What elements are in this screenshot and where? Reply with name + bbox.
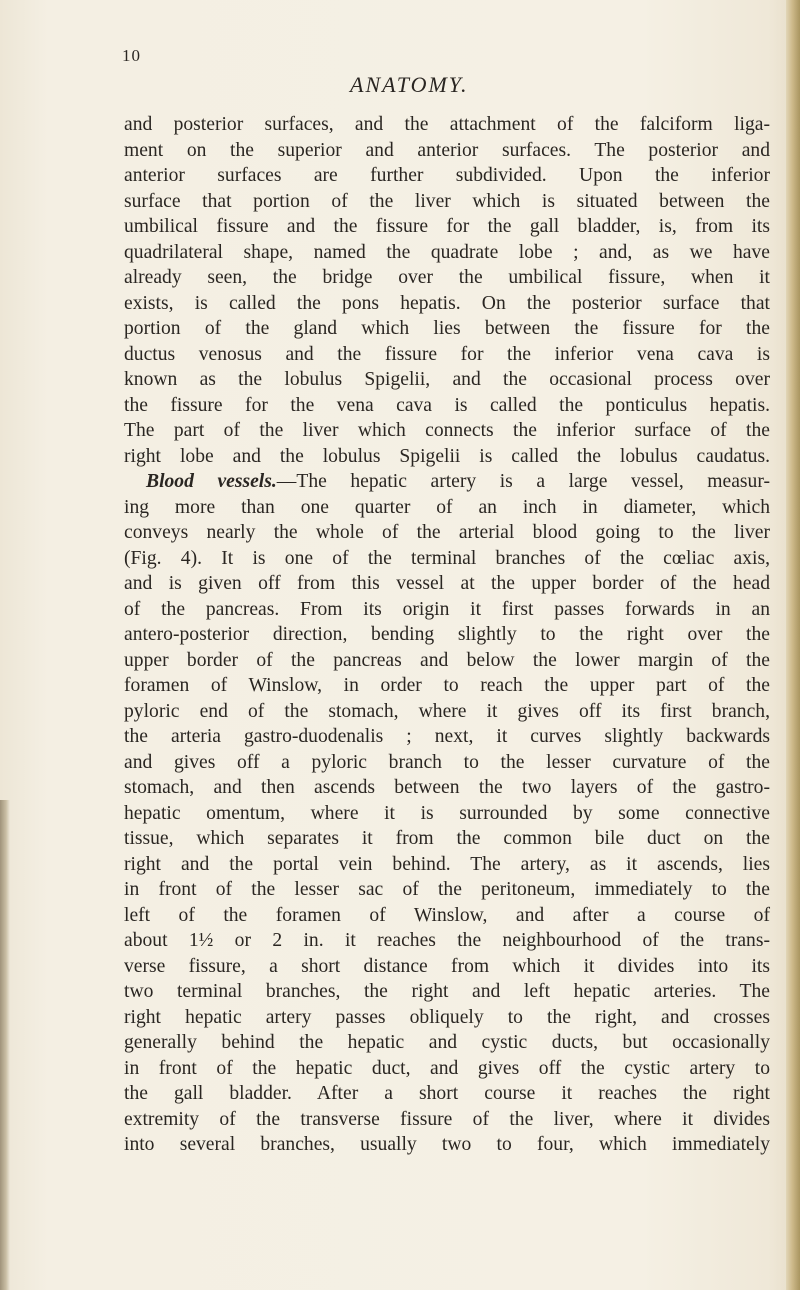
text-line: in front of the lesser sac of the peritoneum, immediately to the xyxy=(124,879,770,900)
text-line: already seen, the bridge over the umbilical fissure, when it xyxy=(124,267,770,288)
text-line: into several branches, usually two to four, which immediately xyxy=(124,1134,770,1155)
text-line: and posterior surfaces, and the attachment of the falciform liga- xyxy=(124,114,770,135)
text-line: pyloric end of the stomach, where it gives off its first branch, xyxy=(124,700,770,722)
text-line: umbilical fissure and the fissure for the gall bladder, is, from its xyxy=(124,216,770,237)
text-line: generally behind the hepatic and cystic ducts, but occasionally xyxy=(124,1032,770,1053)
text-line: (Fig. 4). It is one of the terminal branches of the cœliac axis, xyxy=(124,547,770,569)
text-line: the gall bladder. After a short course it reaches the right xyxy=(124,1083,770,1104)
text-line: quadrilateral shape, named the quadrate lobe ; and, as we have xyxy=(124,241,770,263)
text-line: of the pancreas. From its origin it first passes forwards in an xyxy=(124,598,770,620)
text-line: foramen of Winslow, in order to reach the upper part of the xyxy=(124,675,770,696)
text-line: antero-posterior direction, bending slightly to the right over the xyxy=(124,624,770,645)
text-line: ment on the superior and anterior surfaces. The posterior and xyxy=(124,139,770,161)
paragraph-start-blood-vessels xyxy=(124,469,770,495)
section-heading-blood-vessels: Blood vessels. xyxy=(146,471,277,492)
text-line: tissue, which separates it from the common bile duct on the xyxy=(124,828,770,849)
text-line: the arteria gastro-duodenalis ; next, it curves slightly backwards xyxy=(124,726,770,747)
text-line: in front of the hepatic duct, and gives off the cystic artery to xyxy=(124,1057,770,1079)
page-edge-right xyxy=(786,0,800,1290)
text-line: stomach, and then ascends between the two layers of the gastro- xyxy=(124,777,770,798)
text-line: and is given off from this vessel at the upper border of the head xyxy=(124,573,770,594)
text-line: exists, is called the pons hepatis. On the posterior surface that xyxy=(124,292,770,314)
text-line: right hepatic artery passes obliquely to the right, and crosses xyxy=(124,1006,770,1028)
text-line: known as the lobulus Spigelii, and the occasional process over xyxy=(124,369,770,390)
text-line: ing more than one quarter of an inch in diameter, which xyxy=(124,496,770,518)
text-line: hepatic omentum, where it is surrounded by some connective xyxy=(124,802,770,824)
running-head: ANATOMY. xyxy=(350,72,469,97)
text-line: conveys nearly the whole of the arterial blood going to the liver xyxy=(124,522,770,543)
text-line: upper border of the pancreas and below the lower margin of the xyxy=(124,649,770,671)
text-line: ductus venosus and the fissure for the inferior vena cava is xyxy=(124,343,770,365)
text-line: right and the portal vein behind. The artery, as it ascends, lies xyxy=(124,853,770,875)
text-line: verse fissure, a short distance from which it divides into its xyxy=(124,955,770,977)
text-line: portion of the gland which lies between the fissure for the xyxy=(124,318,770,339)
text-line: about 1½ or 2 in. it reaches the neighbourhood of the trans- xyxy=(124,930,770,951)
text-line: anterior surfaces are further subdivided. Upon the inferior xyxy=(124,165,770,186)
text-line: and gives off a pyloric branch to the lesser curvature of the xyxy=(124,751,770,773)
text-line: right lobe and the lobulus Spigelii is called the lobulus caudatus. xyxy=(124,445,770,467)
text-line-rest: —The hepatic artery is a large vessel, measur- xyxy=(276,471,770,492)
text-line: The part of the liver which connects the inferior surface of the xyxy=(124,420,770,441)
page-number: 10 xyxy=(122,46,141,65)
text-line: left of the foramen of Winslow, and after a course of xyxy=(124,904,770,926)
page-edge-left xyxy=(0,800,10,1290)
text-line: the fissure for the vena cava is called the ponticulus hepatis. xyxy=(124,394,770,416)
body-text xyxy=(124,112,770,1158)
text-line: surface that portion of the liver which is situated between the xyxy=(124,190,770,212)
text-line: extremity of the transverse fissure of the liver, where it divides xyxy=(124,1108,770,1130)
text-line: two terminal branches, the right and left hepatic arteries. The xyxy=(124,981,770,1002)
